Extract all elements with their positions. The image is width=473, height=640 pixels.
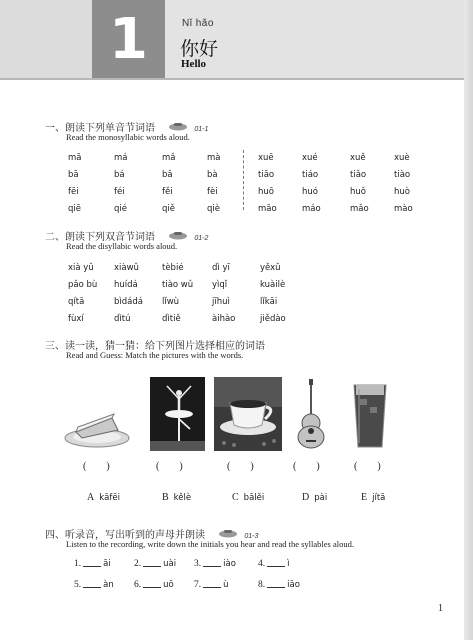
- section1-track: 01-1: [194, 126, 209, 133]
- syllable: huò: [394, 187, 410, 197]
- rime-text: iāo: [287, 580, 300, 590]
- item-number: 7.: [194, 580, 202, 590]
- page-number: 1: [438, 603, 443, 614]
- disyllabic-word: dì yī: [212, 263, 230, 273]
- syllable: bǎ: [162, 170, 173, 180]
- syllable: qiě: [162, 204, 175, 214]
- disyllabic-word: fùxí: [68, 314, 84, 324]
- rime-text: āi: [103, 559, 111, 569]
- cola-glass-photo: [350, 383, 390, 449]
- header-divider: [0, 78, 473, 80]
- choice-letter: E: [361, 492, 368, 503]
- disyllabic-word: huídá: [114, 280, 138, 290]
- rime-text: àn: [103, 580, 114, 590]
- choice-a: [87, 487, 120, 505]
- syllable: fěi: [162, 187, 173, 197]
- choice-c: [232, 487, 264, 505]
- item-number: 8.: [258, 580, 266, 590]
- fill-in-item: [74, 559, 111, 569]
- fill-in-item: [258, 580, 300, 590]
- page-edge: [464, 0, 473, 640]
- disyllabic-word: yěxǔ: [260, 263, 281, 273]
- disyllabic-word: lǐwù: [162, 297, 180, 307]
- answer-paren-3[interactable]: ( ): [227, 461, 254, 472]
- disyllabic-word: dìtú: [114, 314, 131, 324]
- fill-in-item: [194, 580, 229, 590]
- syllable: huǒ: [350, 187, 366, 197]
- dashed-divider: [243, 150, 244, 210]
- answer-paren-4[interactable]: ( ): [293, 461, 320, 472]
- fill-in-item: [258, 559, 290, 569]
- disyllabic-word: dìtiě: [162, 314, 181, 324]
- choice-letter: B: [162, 492, 169, 503]
- disyllabic-word: lǐkāi: [260, 297, 278, 307]
- section1-title-text: 一、朗读下列单音节词语: [45, 123, 155, 134]
- syllable: mà: [207, 153, 221, 163]
- syllable: qiè: [207, 204, 220, 214]
- syllable: bá: [114, 170, 125, 180]
- choice-letter: A: [87, 492, 95, 503]
- disyllabic-word: tèbié: [162, 263, 184, 273]
- syllable: bà: [207, 170, 218, 180]
- disyllabic-word: jiědào: [260, 314, 286, 324]
- section4-title-text: 四、听录音，写出听到的声母并朗读: [45, 530, 205, 541]
- disyllabic-word: bìdádá: [114, 297, 143, 307]
- section2-title-text: 二、朗读下列双音节词语: [45, 232, 155, 243]
- rime-text: ù: [223, 580, 229, 590]
- item-number: 5.: [74, 580, 82, 590]
- initial-blank[interactable]: [143, 566, 161, 567]
- fill-in-item: [134, 559, 176, 569]
- coffee-cup-photo: [214, 377, 282, 451]
- choice-letter: C: [232, 492, 239, 503]
- initial-blank[interactable]: [203, 566, 221, 567]
- lesson-english-title: Hello: [181, 58, 207, 70]
- choice-pinyin: bālěi: [243, 493, 265, 503]
- disyllabic-word: xiàwǔ: [114, 263, 139, 273]
- disyllabic-word: tiào wǔ: [162, 280, 194, 290]
- item-number: 4.: [258, 559, 266, 569]
- syllable: huó: [302, 187, 318, 197]
- section3-title-text: 三、读一读，猜一猜：给下列图片选择相应的词语: [45, 341, 265, 352]
- ballet-dancer-photo: [150, 377, 205, 451]
- initial-blank[interactable]: [83, 587, 101, 588]
- syllable: huō: [258, 187, 274, 197]
- guitar-photo: [292, 377, 330, 451]
- fill-in-item: [74, 580, 114, 590]
- rime-text: uài: [163, 559, 177, 569]
- disyllabic-word: pǎo bù: [68, 280, 98, 290]
- initial-blank[interactable]: [203, 587, 221, 588]
- cake-photo: [62, 400, 132, 450]
- choice-e: [361, 487, 385, 505]
- section4-track: 01-3: [244, 533, 259, 540]
- choice-pinyin: kělè: [173, 493, 192, 503]
- syllable: xuě: [350, 153, 366, 163]
- section2-track: 01-2: [194, 235, 209, 242]
- lesson-number: 1: [92, 0, 165, 78]
- section1-subtitle: Read the monosyllabic words aloud.: [66, 132, 190, 142]
- syllable: tiáo: [302, 170, 319, 180]
- disyllabic-word: jīhuì: [212, 297, 230, 307]
- syllable: mā: [68, 153, 82, 163]
- syllable: bā: [68, 170, 79, 180]
- lesson-pinyin-title: Nǐ hǎo: [182, 18, 214, 29]
- disyllabic-word: yìqǐ: [212, 280, 228, 290]
- item-number: 1.: [74, 559, 82, 569]
- initial-blank[interactable]: [83, 566, 101, 567]
- answer-paren-1[interactable]: ( ): [83, 461, 110, 472]
- choice-pinyin: kāfēi: [99, 493, 120, 503]
- syllable: xué: [302, 153, 318, 163]
- syllable: māo: [258, 204, 277, 214]
- fill-in-item: [194, 559, 236, 569]
- answer-paren-2[interactable]: ( ): [156, 461, 183, 472]
- rime-text: ì: [287, 559, 290, 569]
- section3-subtitle: Read and Guess: Match the pictures with the words.: [66, 350, 244, 360]
- disyllabic-word: xià yǔ: [68, 263, 94, 273]
- choice-b: [162, 487, 191, 505]
- disyllabic-word: àihào: [212, 314, 236, 324]
- initial-blank[interactable]: [143, 587, 161, 588]
- syllable: tiào: [394, 170, 411, 180]
- syllable: fèi: [207, 187, 218, 197]
- syllable: xuē: [258, 153, 274, 163]
- syllable: qié: [114, 204, 127, 214]
- syllable: mǎ: [162, 153, 176, 163]
- section2-subtitle: Read the disyllabic words aloud.: [66, 241, 178, 251]
- syllable: xuè: [394, 153, 410, 163]
- syllable: féi: [114, 187, 125, 197]
- syllable: má: [114, 153, 128, 163]
- choice-pinyin: pài: [314, 493, 328, 503]
- choice-pinyin: jítā: [372, 493, 386, 503]
- syllable: mǎo: [350, 204, 369, 214]
- syllable: tiǎo: [350, 170, 367, 180]
- rime-text: uō: [163, 580, 174, 590]
- section4-subtitle: Listen to the recording, write down the initials you hear and read the syllables aloud.: [66, 539, 354, 549]
- rime-text: iào: [223, 559, 236, 569]
- syllable: fēi: [68, 187, 79, 197]
- syllable: mào: [394, 204, 413, 214]
- answer-paren-5[interactable]: ( ): [354, 461, 381, 472]
- fill-in-item: [134, 580, 174, 590]
- initial-blank[interactable]: [267, 566, 285, 567]
- item-number: 6.: [134, 580, 142, 590]
- choice-d: [302, 487, 327, 505]
- item-number: 2.: [134, 559, 142, 569]
- syllable: qiē: [68, 204, 81, 214]
- disyllabic-word: qítā: [68, 297, 85, 307]
- item-number: 3.: [194, 559, 202, 569]
- lesson-chinese-title: 你好: [180, 38, 219, 60]
- syllable: tiāo: [258, 170, 275, 180]
- disyllabic-word: kuàilè: [260, 280, 286, 290]
- syllable: máo: [302, 204, 321, 214]
- initial-blank[interactable]: [267, 587, 285, 588]
- choice-letter: D: [302, 492, 310, 503]
